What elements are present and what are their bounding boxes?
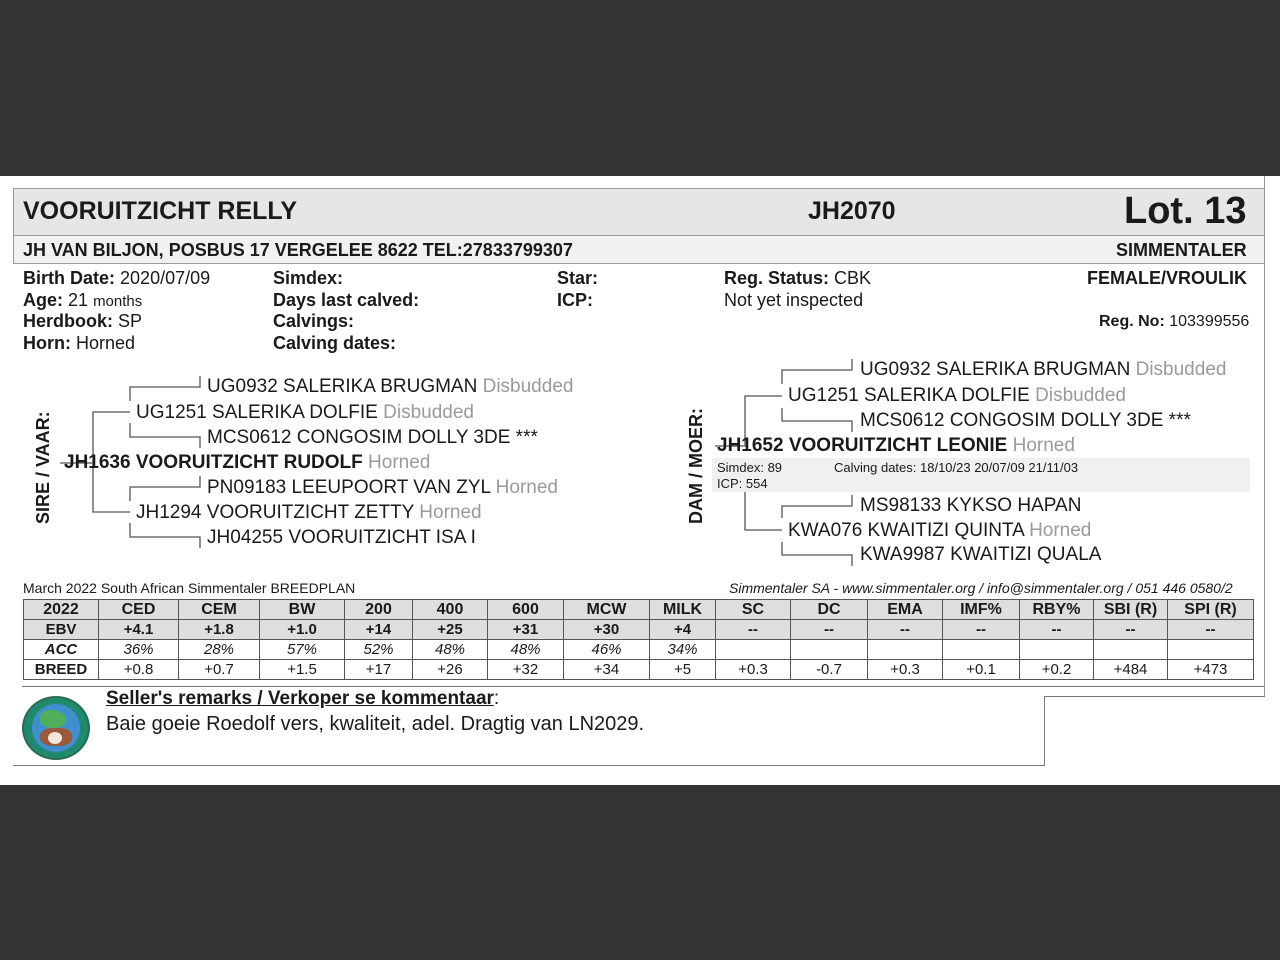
lot-card (0, 176, 1280, 785)
breed-cell: +32 (488, 660, 564, 680)
breed-cell: +473 (1168, 660, 1254, 680)
acc-cell (1168, 640, 1254, 660)
ebv-cell: +4.1 (99, 620, 179, 640)
acc-cell: 46% (564, 640, 650, 660)
ebv-header-row (24, 600, 1254, 620)
ebv-cell: +25 (413, 620, 488, 640)
sire-ggd1: MCS0612 CONGOSIM DOLLY 3DE *** (207, 427, 538, 448)
breed-cell: +0.3 (868, 660, 943, 680)
cow-face-icon (48, 732, 62, 744)
breed-row (24, 660, 1254, 680)
header-cell: BW (260, 600, 345, 620)
breed-cell: +5 (650, 660, 716, 680)
acc-cell: 34% (650, 640, 716, 660)
breed-cell: +0.3 (716, 660, 791, 680)
header-cell: MCW (564, 600, 650, 620)
breedplan-contact: Simmentaler SA - www.simmentaler.org / info@simmentaler.org / 051 446 0580/2 (729, 580, 1233, 596)
header-cell: CED (99, 600, 179, 620)
dam-calving-dates: Calving dates: 18/10/23 20/07/09 21/11/03 (834, 460, 1079, 475)
header-cell: SPI (R) (1168, 600, 1254, 620)
header-cell: SBI (R) (1094, 600, 1168, 620)
birth-date: Birth Date: 2020/07/09 (23, 268, 211, 288)
header-cell: SC (716, 600, 791, 620)
simdex-label: Simdex: (273, 268, 344, 288)
header-cell: DC (791, 600, 868, 620)
reg-status: Reg. Status: CBK (724, 268, 872, 288)
ebv-cell: EBV (24, 620, 99, 640)
icp-label: ICP: (557, 290, 593, 310)
dam-grandsire: UG1251 SALERIKA DOLFIE Disbudded (788, 385, 1126, 406)
breed-cell: +34 (564, 660, 650, 680)
acc-cell: 36% (99, 640, 179, 660)
acc-cell (868, 640, 943, 660)
acc-cell (1020, 640, 1094, 660)
acc-cell: 48% (488, 640, 564, 660)
dam-side-label: DAM / MOER: (686, 408, 706, 524)
animal-name: VOORUITZICHT RELLY (23, 197, 298, 225)
owner-details: JH VAN BILJON, POSBUS 17 VERGELEE 8622 TEL:27833799307 (23, 240, 573, 260)
ebv-cell: -- (1168, 620, 1254, 640)
breed-cell: BREED (24, 660, 99, 680)
animal-id: JH2070 (808, 197, 896, 225)
ebv-cell: +1.8 (179, 620, 260, 640)
breed-cell: +0.1 (943, 660, 1020, 680)
reg-number: Reg. No: 103399556 (1099, 313, 1250, 330)
ebv-row (24, 620, 1254, 640)
sire-side-label: SIRE / VAAR: (33, 411, 53, 524)
acc-cell: ACC (24, 640, 99, 660)
header-cell: 2022 (24, 600, 99, 620)
dam-granddam: KWA076 KWAITIZI QUINTA Horned (788, 520, 1092, 541)
breed-cell: +26 (413, 660, 488, 680)
acc-cell (943, 640, 1020, 660)
globe-land-icon (40, 710, 66, 728)
calving-dates-label: Calving dates: (273, 333, 397, 353)
dam-ggs1: UG0932 SALERIKA BRUGMAN Disbudded (860, 359, 1227, 380)
header-cell: 600 (488, 600, 564, 620)
sire-grandsire: UG1251 SALERIKA DOLFIE Disbudded (136, 402, 474, 423)
breed-cell: +484 (1094, 660, 1168, 680)
acc-cell: 57% (260, 640, 345, 660)
dam-name: JH1652 VOORUITZICHT LEONIE Horned (717, 435, 1075, 456)
dam-simdex: Simdex: 89 (717, 460, 783, 475)
breed-cell: +0.7 (179, 660, 260, 680)
ebv-cell: +14 (345, 620, 413, 640)
ebv-cell: +30 (564, 620, 650, 640)
ebv-cell: -- (868, 620, 943, 640)
ebv-cell: -- (716, 620, 791, 640)
remarks-text: Baie goeie Roedolf vers, kwaliteit, adel. Dragtig van LN2029. (106, 713, 645, 735)
lot-number: Lot. 13 (1124, 190, 1247, 232)
ebv-cell: -- (1094, 620, 1168, 640)
breedplan-source: March 2022 South African Simmentaler BREEDPLAN (23, 580, 356, 596)
ebv-cell: +4 (650, 620, 716, 640)
header-cell: 200 (345, 600, 413, 620)
acc-cell: 28% (179, 640, 260, 660)
star-label: Star: (557, 268, 599, 288)
breed-cell: -0.7 (791, 660, 868, 680)
acc-cell (791, 640, 868, 660)
herdbook: Herdbook: SP (23, 311, 143, 331)
age: Age: 21 months (23, 290, 143, 310)
sire-ggs2: PN09183 LEEUPOORT VAN ZYL Horned (207, 477, 558, 498)
dam-ggd1: MCS0612 CONGOSIM DOLLY 3DE *** (860, 410, 1191, 431)
days-calved-label: Days last calved: (273, 290, 420, 310)
header-cell: 400 (413, 600, 488, 620)
remarks-box-left (1044, 696, 1045, 766)
header-cell: RBY% (1020, 600, 1094, 620)
horn: Horn: Horned (23, 333, 136, 353)
breed-cell: +1.5 (260, 660, 345, 680)
acc-cell (1094, 640, 1168, 660)
acc-cell: 48% (413, 640, 488, 660)
header-cell: CEM (179, 600, 260, 620)
dam-ggs2: MS98133 KYKSO HAPAN (860, 495, 1082, 516)
sire-ggs1: UG0932 SALERIKA BRUGMAN Disbudded (207, 376, 574, 397)
breed-cell: +0.8 (99, 660, 179, 680)
remarks-bottom (13, 765, 1045, 766)
remarks-box-top (1044, 696, 1265, 697)
card-right-border (1264, 176, 1265, 696)
simmentaler-logo (22, 696, 90, 760)
header-cell: IMF% (943, 600, 1020, 620)
remarks-heading: Seller's remarks / Verkoper se kommentaar: (106, 688, 500, 709)
ebv-cell: -- (791, 620, 868, 640)
breed-name: SIMMENTALER (1116, 240, 1247, 260)
inspection-status: Not yet inspected (724, 290, 864, 310)
ebv-cell: -- (943, 620, 1020, 640)
sex: FEMALE/VROULIK (1087, 268, 1247, 288)
acc-row (24, 640, 1254, 660)
calvings-label: Calvings: (273, 311, 355, 331)
remarks-divider (22, 686, 1265, 687)
ebv-table (23, 599, 1254, 680)
breed-cell: +0.2 (1020, 660, 1094, 680)
ebv-cell: -- (1020, 620, 1094, 640)
dam-ggd2: KWA9987 KWAITIZI QUALA (860, 544, 1102, 565)
acc-cell: 52% (345, 640, 413, 660)
header-cell: MILK (650, 600, 716, 620)
sire-name: JH1636 VOORUITZICHT RUDOLF Horned (64, 452, 431, 473)
acc-cell (716, 640, 791, 660)
header-cell: EMA (868, 600, 943, 620)
dam-icp: ICP: 554 (717, 476, 768, 491)
ebv-cell: +1.0 (260, 620, 345, 640)
sire-ggd2: JH04255 VOORUITZICHT ISA I (207, 527, 476, 548)
ebv-cell: +31 (488, 620, 564, 640)
breed-cell: +17 (345, 660, 413, 680)
sire-granddam: JH1294 VOORUITZICHT ZETTY Horned (136, 502, 482, 523)
